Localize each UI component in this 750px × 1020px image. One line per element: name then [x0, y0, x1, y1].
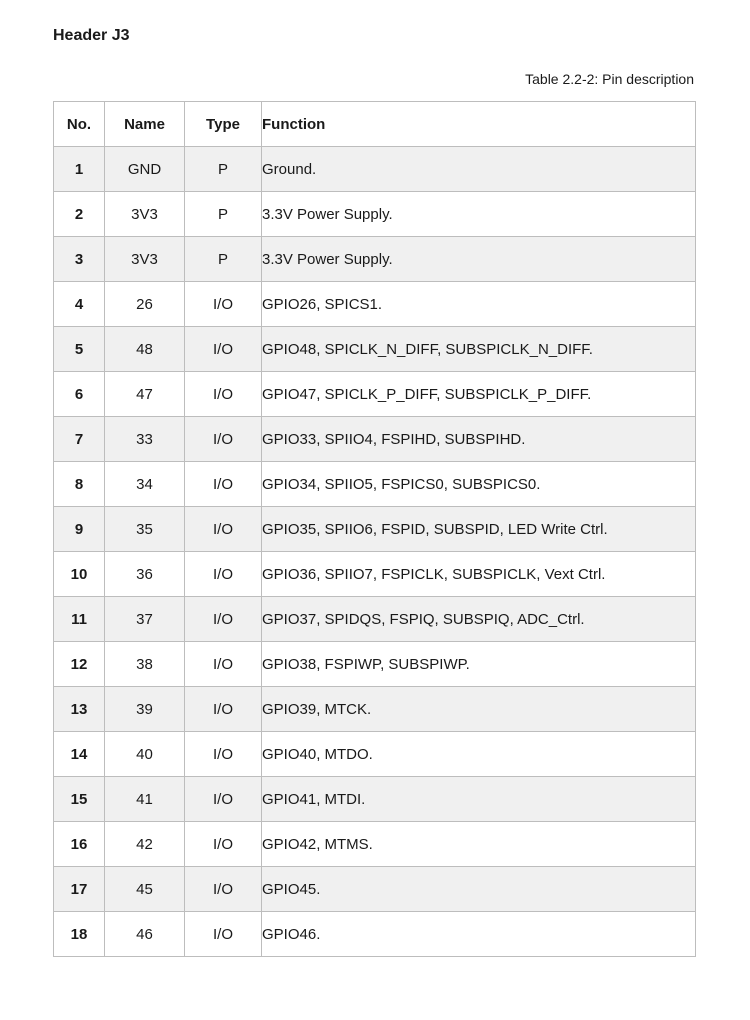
pin-type-cell: I/O	[185, 327, 262, 372]
table-row	[54, 822, 696, 867]
table-row	[54, 912, 696, 957]
pin-function-cell: GPIO35, SPIIO6, FSPID, SUBSPID, LED Write Ctrl.	[262, 507, 696, 552]
table-row	[54, 732, 696, 777]
pin-number-cell: 2	[54, 192, 105, 237]
pin-function-cell: GPIO46.	[262, 912, 696, 957]
pin-function-cell: GPIO41, MTDI.	[262, 777, 696, 822]
pin-function-cell: 3.3V Power Supply.	[262, 237, 696, 282]
pin-name-cell: 48	[105, 327, 185, 372]
pin-function-cell: 3.3V Power Supply.	[262, 192, 696, 237]
pin-number-cell: 11	[54, 597, 105, 642]
column-header-type: Type	[185, 102, 262, 147]
table-row	[54, 552, 696, 597]
pin-name-cell: 3V3	[105, 237, 185, 282]
pin-name-cell: 42	[105, 822, 185, 867]
column-header-name: Name	[105, 102, 185, 147]
pin-name-cell: 3V3	[105, 192, 185, 237]
pin-name-cell: 40	[105, 732, 185, 777]
pin-name-cell: 39	[105, 687, 185, 732]
pin-name-cell: GND	[105, 147, 185, 192]
pin-name-cell: 45	[105, 867, 185, 912]
pin-type-cell: I/O	[185, 867, 262, 912]
table-row	[54, 372, 696, 417]
pin-function-cell: GPIO37, SPIDQS, FSPIQ, SUBSPIQ, ADC_Ctrl.	[262, 597, 696, 642]
pin-name-cell: 37	[105, 597, 185, 642]
table-caption: Table 2.2-2: Pin description	[525, 71, 694, 87]
pin-type-cell: I/O	[185, 777, 262, 822]
table-row	[54, 507, 696, 552]
pin-number-cell: 17	[54, 867, 105, 912]
pin-type-cell: I/O	[185, 282, 262, 327]
table-row	[54, 462, 696, 507]
pin-function-cell: Ground.	[262, 147, 696, 192]
pin-name-cell: 46	[105, 912, 185, 957]
pin-type-cell: P	[185, 147, 262, 192]
pin-function-cell: GPIO33, SPIIO4, FSPIHD, SUBSPIHD.	[262, 417, 696, 462]
pin-number-cell: 1	[54, 147, 105, 192]
pin-type-cell: I/O	[185, 687, 262, 732]
pin-type-cell: I/O	[185, 642, 262, 687]
pin-function-cell: GPIO47, SPICLK_P_DIFF, SUBSPICLK_P_DIFF.	[262, 372, 696, 417]
pin-type-cell: P	[185, 237, 262, 282]
pin-type-cell: I/O	[185, 372, 262, 417]
pin-number-cell: 4	[54, 282, 105, 327]
pin-function-cell: GPIO40, MTDO.	[262, 732, 696, 777]
pin-type-cell: I/O	[185, 912, 262, 957]
pin-function-cell: GPIO39, MTCK.	[262, 687, 696, 732]
table-body	[54, 147, 696, 957]
pin-function-cell: GPIO42, MTMS.	[262, 822, 696, 867]
table-row	[54, 417, 696, 462]
pin-number-cell: 9	[54, 507, 105, 552]
table-row	[54, 327, 696, 372]
pin-number-cell: 6	[54, 372, 105, 417]
table-row	[54, 237, 696, 282]
pin-function-cell: GPIO38, FSPIWP, SUBSPIWP.	[262, 642, 696, 687]
pin-function-cell: GPIO48, SPICLK_N_DIFF, SUBSPICLK_N_DIFF.	[262, 327, 696, 372]
table-row	[54, 867, 696, 912]
column-header-no: No.	[54, 102, 105, 147]
pin-number-cell: 15	[54, 777, 105, 822]
pin-type-cell: I/O	[185, 732, 262, 777]
table-row	[54, 192, 696, 237]
pin-number-cell: 14	[54, 732, 105, 777]
pin-function-cell: GPIO26, SPICS1.	[262, 282, 696, 327]
table-row	[54, 642, 696, 687]
pin-name-cell: 34	[105, 462, 185, 507]
pin-name-cell: 26	[105, 282, 185, 327]
pin-type-cell: I/O	[185, 462, 262, 507]
column-header-function: Function	[262, 102, 696, 147]
table-row	[54, 597, 696, 642]
pin-type-cell: I/O	[185, 417, 262, 462]
pin-type-cell: P	[185, 192, 262, 237]
pin-description-table	[53, 101, 696, 957]
table-row	[54, 777, 696, 822]
pin-number-cell: 8	[54, 462, 105, 507]
pin-number-cell: 10	[54, 552, 105, 597]
section-heading: Header J3	[53, 27, 130, 44]
pin-type-cell: I/O	[185, 822, 262, 867]
pin-type-cell: I/O	[185, 597, 262, 642]
pin-number-cell: 3	[54, 237, 105, 282]
table-row	[54, 147, 696, 192]
pin-name-cell: 36	[105, 552, 185, 597]
pin-type-cell: I/O	[185, 507, 262, 552]
pin-number-cell: 13	[54, 687, 105, 732]
pin-function-cell: GPIO36, SPIIO7, FSPICLK, SUBSPICLK, Vext Ctrl.	[262, 552, 696, 597]
pin-number-cell: 12	[54, 642, 105, 687]
pin-function-cell: GPIO34, SPIIO5, FSPICS0, SUBSPICS0.	[262, 462, 696, 507]
pin-number-cell: 16	[54, 822, 105, 867]
pin-name-cell: 38	[105, 642, 185, 687]
pin-name-cell: 33	[105, 417, 185, 462]
pin-number-cell: 7	[54, 417, 105, 462]
table-header-row	[54, 102, 696, 147]
pin-type-cell: I/O	[185, 552, 262, 597]
pin-number-cell: 5	[54, 327, 105, 372]
pin-number-cell: 18	[54, 912, 105, 957]
pin-name-cell: 41	[105, 777, 185, 822]
pin-function-cell: GPIO45.	[262, 867, 696, 912]
pin-name-cell: 47	[105, 372, 185, 417]
table-row	[54, 687, 696, 732]
table-row	[54, 282, 696, 327]
pin-name-cell: 35	[105, 507, 185, 552]
